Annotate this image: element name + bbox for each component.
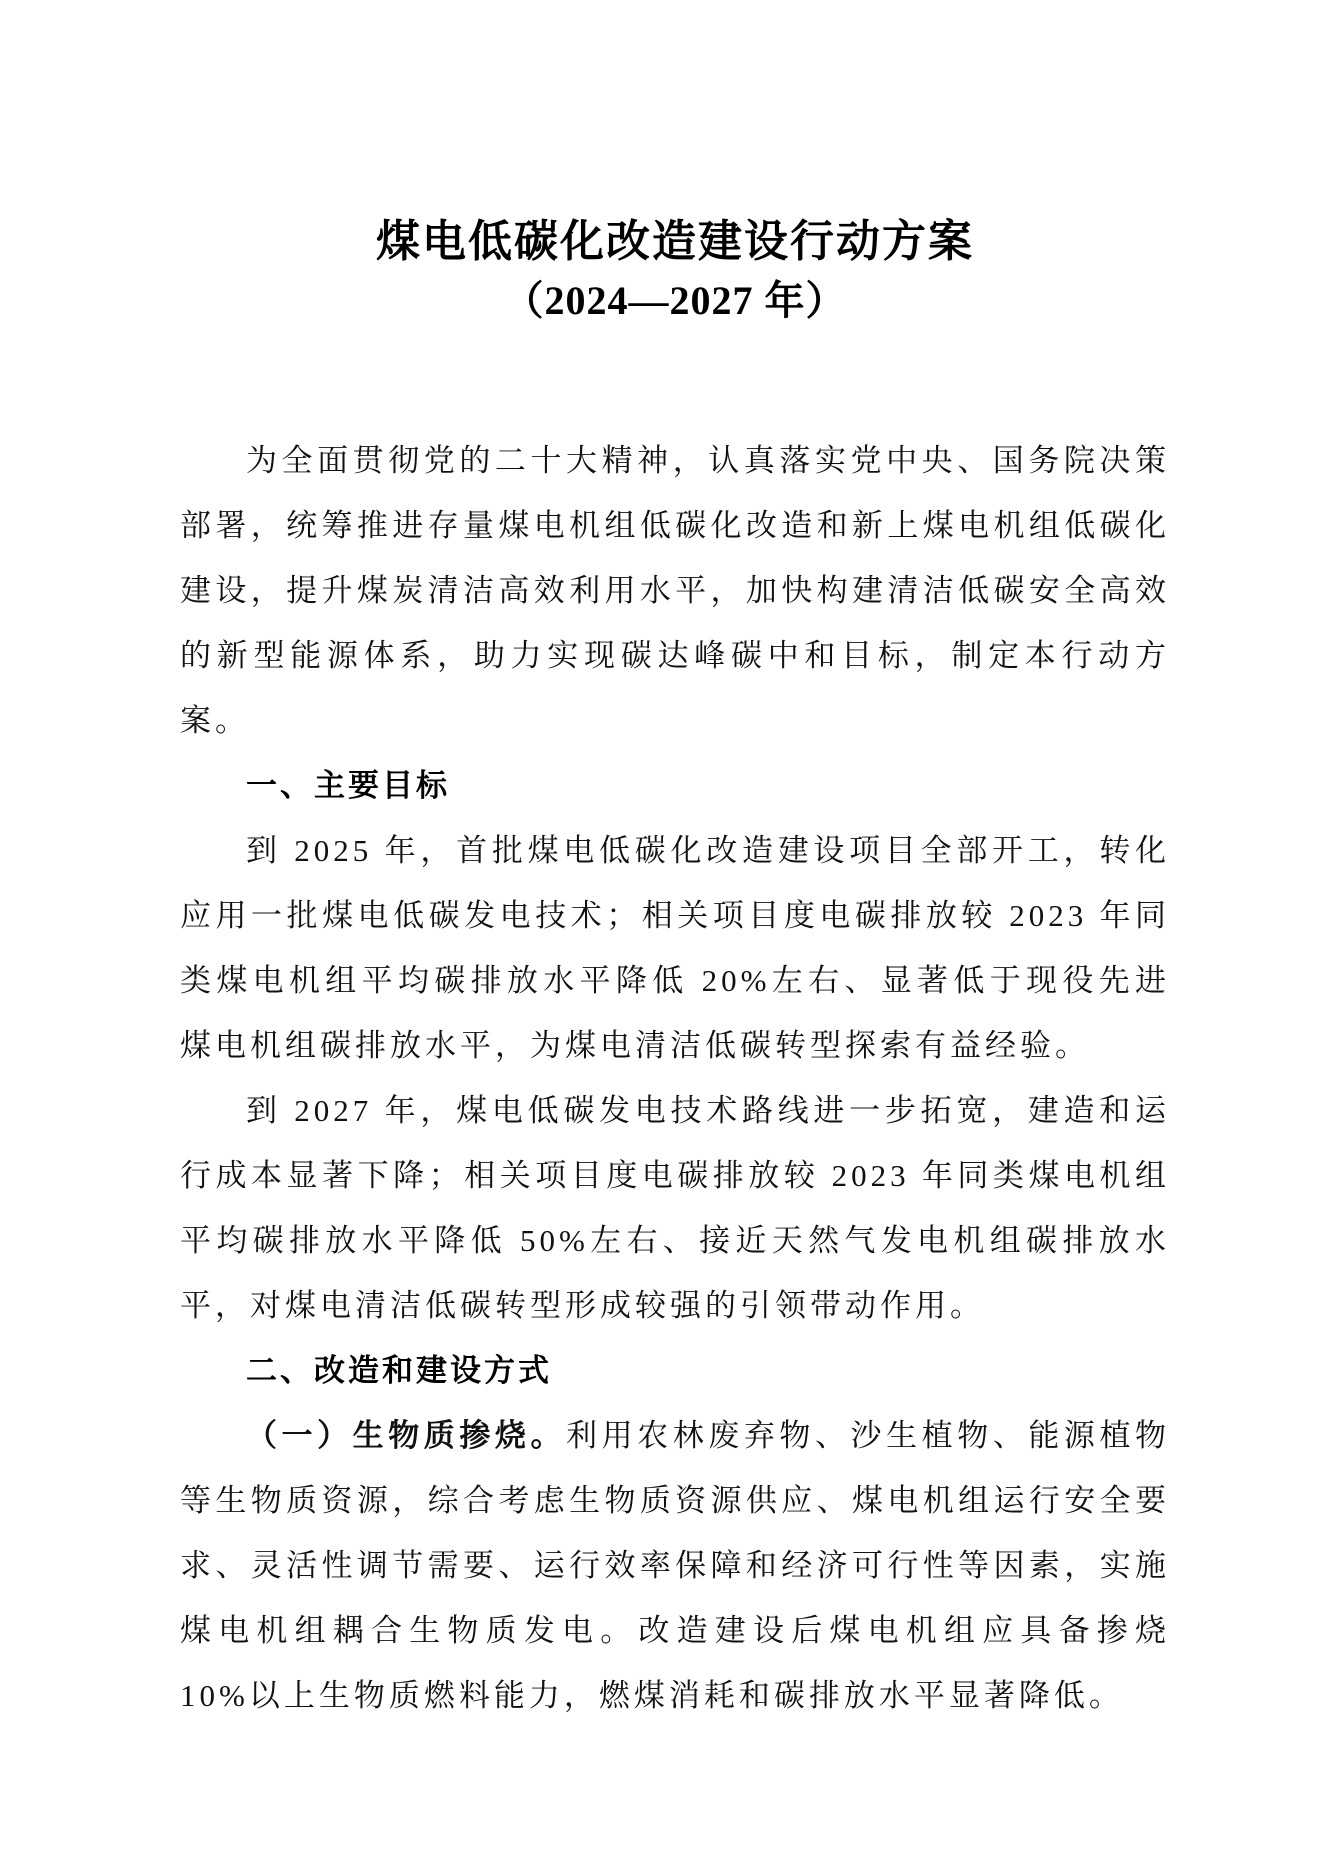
document-content: [180, 0, 1170, 1728]
heading-transformation-methods: 二、改造和建设方式: [246, 1353, 552, 1388]
paragraph-biomass-cofiring: [180, 1403, 1170, 1728]
heading-main-goals: 一、主要目标: [246, 768, 450, 803]
paragraph-goal-2027: 到 2027 年，煤电低碳发电技术路线进一步拓宽，建造和运行成本显著下降；相关项目度电碳排放较 2023 年同类煤电机组平均碳排放水平降低 50%左右、接近天然气发电机组碳排放水平，对煤电清洁低碳转型形成较强的引领带动作用。: [180, 1093, 1170, 1323]
paragraph-goal-2025: 到 2025 年，首批煤电低碳化改造建设项目全部开工，转化应用一批煤电低碳发电技术；相关项目度电碳排放较 2023 年同类煤电机组平均碳排放水平降低 20%左右、显著低于现役先进煤电机组碳排放水平，为煤电清洁低碳转型探索有益经验。: [180, 833, 1170, 1063]
document-title: 煤电低碳化改造建设行动方案: [376, 217, 974, 266]
paragraph-intro: 为全面贯彻党的二十大精神，认真落实党中央、国务院决策部署，统筹推进存量煤电机组低碳化改造和新上煤电机组低碳化建设，提升煤炭清洁高效利用水平，加快构建清洁低碳安全高效的新型能源体系，助力实现碳达峰碳中和目标，制定本行动方案。: [180, 443, 1170, 738]
document-subtitle: （2024—2027 年）: [503, 278, 847, 323]
paragraph-biomass-lead: （一）生物质掺烧。: [246, 1418, 567, 1453]
paragraph-biomass-text: 利用农林废弃物、沙生植物、能源植物等生物质资源，综合考虑生物质资源供应、煤电机组运行安全要求、灵活性调节需要、运行效率保障和经济可行性等因素，实施煤电机组耦合生物质发电。改造建设后煤电机组应具备掺烧 10%以上生物质燃料能力，燃煤消耗和碳排放水平显著降低。: [180, 1418, 1171, 1713]
document-body: [180, 428, 1170, 1728]
